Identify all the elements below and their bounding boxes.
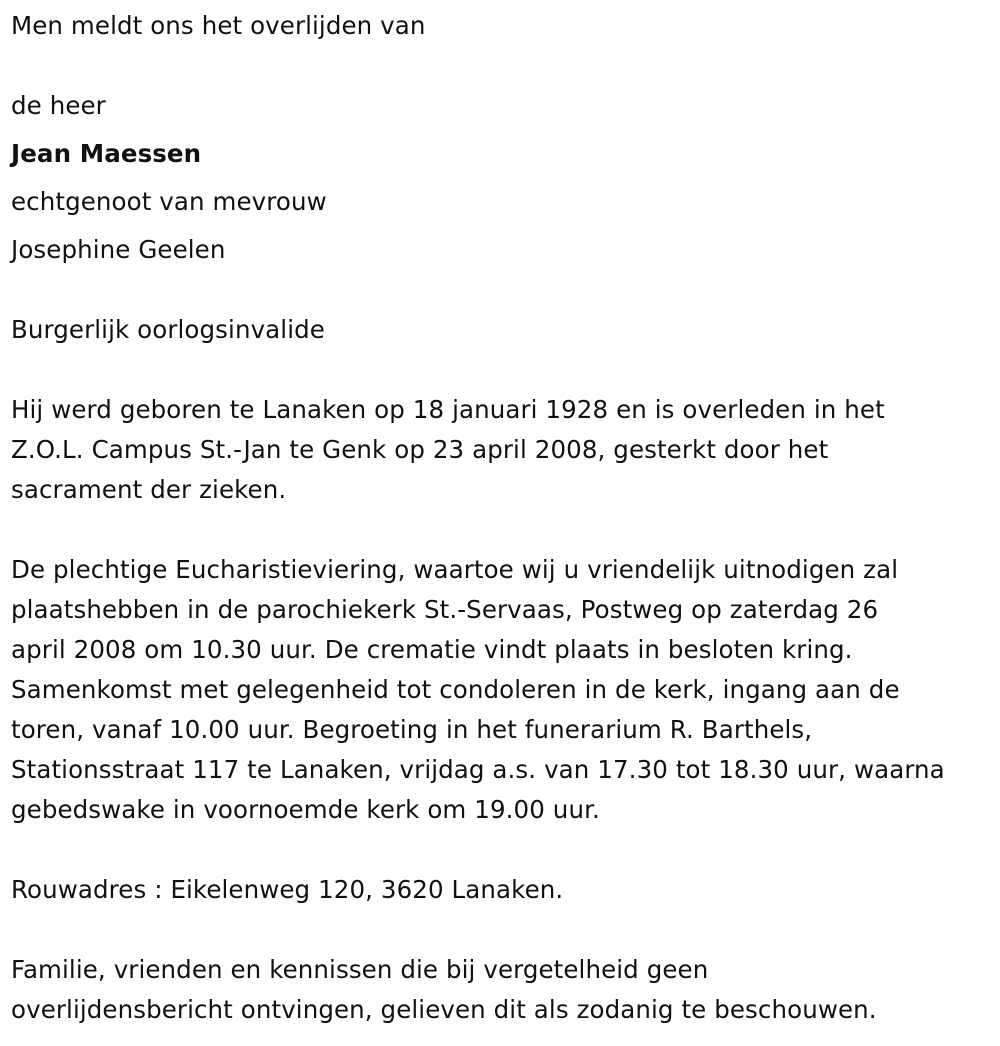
birth-death-line: Hij werd geboren te Lanaken op 18 januari 1928 en is overleden in het <box>11 395 885 424</box>
ceremony-line: Samenkomst met gelegenheid tot condoleren in de kerk, ingang aan de <box>11 675 900 704</box>
status-text: Burgerlijk oorlogsinvalide <box>11 315 325 344</box>
ceremony-line: plaatshebben in de parochiekerk St.-Servaas, Postweg op zaterdag 26 <box>11 595 879 624</box>
intro-text: Men meldt ons het overlijden van <box>11 11 426 40</box>
ceremony-line: april 2008 om 10.30 uur. De crematie vindt plaats in besloten kring. <box>11 635 853 664</box>
closing-line: Familie, vrienden en kennissen die bij vergetelheid geen <box>11 955 709 984</box>
ceremony-line: Stationsstraat 117 te Lanaken, vrijdag a.s. van 17.30 tot 18.30 uur, waarna <box>11 755 945 784</box>
closing-line: overlijdensbericht ontvingen, gelieven dit als zodanig te beschouwen. <box>11 995 877 1024</box>
spouse-label: echtgenoot van mevrouw <box>11 187 327 216</box>
ceremony-line: toren, vanaf 10.00 uur. Begroeting in het funerarium R. Barthels, <box>11 715 813 744</box>
deceased-name: Jean Maessen <box>11 139 202 168</box>
mourning-address: Rouwadres : Eikelenweg 120, 3620 Lanaken. <box>11 875 564 904</box>
birth-death-line: sacrament der zieken. <box>11 475 287 504</box>
ceremony-line: De plechtige Eucharistieviering, waartoe wij u vriendelijk uitnodigen zal <box>11 555 899 584</box>
spouse-name: Josephine Geelen <box>11 235 226 264</box>
salutation-text: de heer <box>11 91 106 120</box>
ceremony-line: gebedswake in voornoemde kerk om 19.00 uur. <box>11 795 600 824</box>
birth-death-line: Z.O.L. Campus St.-Jan te Genk op 23 april 2008, gesterkt door het <box>11 435 829 464</box>
